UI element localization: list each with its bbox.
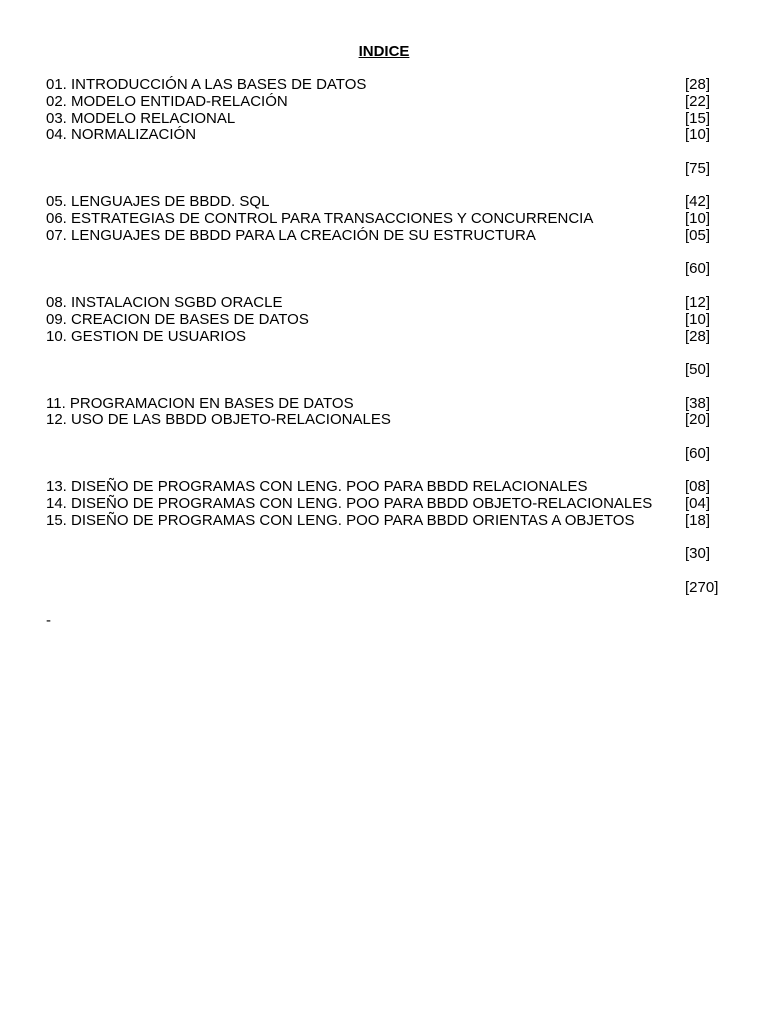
toc-entry-label: 03. MODELO RELACIONAL [46,109,236,127]
toc-entry [46,412,736,429]
toc-entry-label: 15. DISEÑO DE PROGRAMAS CON LENG. POO PARA BBDD ORIENTAS A OBJETOS [46,511,635,529]
toc-entry-pages: [22] [685,92,711,110]
grand-total-pages: [270] [685,578,719,596]
toc-entry [46,312,736,329]
toc-entry [46,94,736,111]
toc-entry-pages: [20] [685,411,711,429]
toc-entry-pages: [10] [685,210,711,228]
toc-entry-label: 04. NORMALIZACIÓN [46,126,197,144]
toc-entry [46,479,736,496]
toc-group-4 [46,396,736,463]
toc-entry [46,228,736,245]
toc-entry [46,127,736,144]
toc-entry [46,396,736,413]
toc-entry-label: 05. LENGUAJES DE BBDD. SQL [46,193,270,211]
toc-entry-pages: [08] [685,478,711,496]
toc-entry-label: 08. INSTALACION SGBD ORACLE [46,293,283,311]
toc-entry-pages: [28] [685,76,711,93]
toc-entry-label: 09. CREACION DE BASES DE DATOS [46,310,309,328]
toc-group-2 [46,194,736,278]
toc-entry-label: 14. DISEÑO DE PROGRAMAS CON LENG. POO PARA BBDD OBJETO-RELACIONALES [46,495,653,513]
toc-entry-label: 01. INTRODUCCIÓN A LAS BASES DE DATOS [46,76,367,93]
toc-entry [46,211,736,228]
group-subtotal [46,446,736,463]
toc-entry-pages: [04] [685,495,711,513]
group-subtotal-pages: [30] [685,545,711,563]
toc-entry [46,77,736,94]
toc-entry-label: 13. DISEÑO DE PROGRAMAS CON LENG. POO PARA BBDD RELACIONALES [46,478,588,496]
table-of-contents [46,77,736,630]
toc-entry-label: 06. ESTRATEGIAS DE CONTROL PARA TRANSACCIONES Y CONCURRENCIA [46,210,594,228]
toc-entry [46,194,736,211]
toc-entry-pages: [18] [685,511,711,529]
group-subtotal [46,161,736,178]
toc-group-1 [46,77,736,178]
toc-entry [46,496,736,513]
group-subtotal-pages: [75] [685,159,711,177]
toc-entry [46,329,736,346]
toc-entry-label: 07. LENGUAJES DE BBDD PARA LA CREACIÓN DE SU ESTRUCTURA [46,226,536,244]
toc-entry [46,295,736,312]
grand-total [46,580,736,597]
toc-entry-label: 02. MODELO ENTIDAD-RELACIÓN [46,92,288,110]
toc-entry-pages: [38] [685,394,711,412]
page-title: INDICE [358,43,410,60]
toc-entry-pages: [28] [685,327,711,345]
toc-entry-pages: [10] [685,310,711,328]
toc-entry-pages: [10] [685,126,711,144]
group-subtotal [46,546,736,563]
trailing-dash: - [46,612,51,630]
toc-entry-pages: [12] [685,293,711,311]
group-subtotal-pages: [60] [685,260,711,278]
toc-group-5 [46,479,736,563]
toc-entry-pages: [05] [685,226,711,244]
group-subtotal-pages: [50] [685,360,711,378]
toc-group-3 [46,295,736,379]
toc-entry-pages: [42] [685,193,711,211]
group-subtotal [46,362,736,379]
toc-entry-label: 12. USO DE LAS BBDD OBJETO-RELACIONALES [46,411,391,429]
group-subtotal [46,261,736,278]
toc-entry [46,513,736,530]
toc-entry-label: 11. PROGRAMACION EN BASES DE DATOS [46,394,354,412]
group-subtotal-pages: [60] [685,444,711,462]
toc-entry-label: 10. GESTION DE USUARIOS [46,327,247,345]
toc-entry-pages: [15] [685,109,711,127]
toc-entry [46,111,736,128]
